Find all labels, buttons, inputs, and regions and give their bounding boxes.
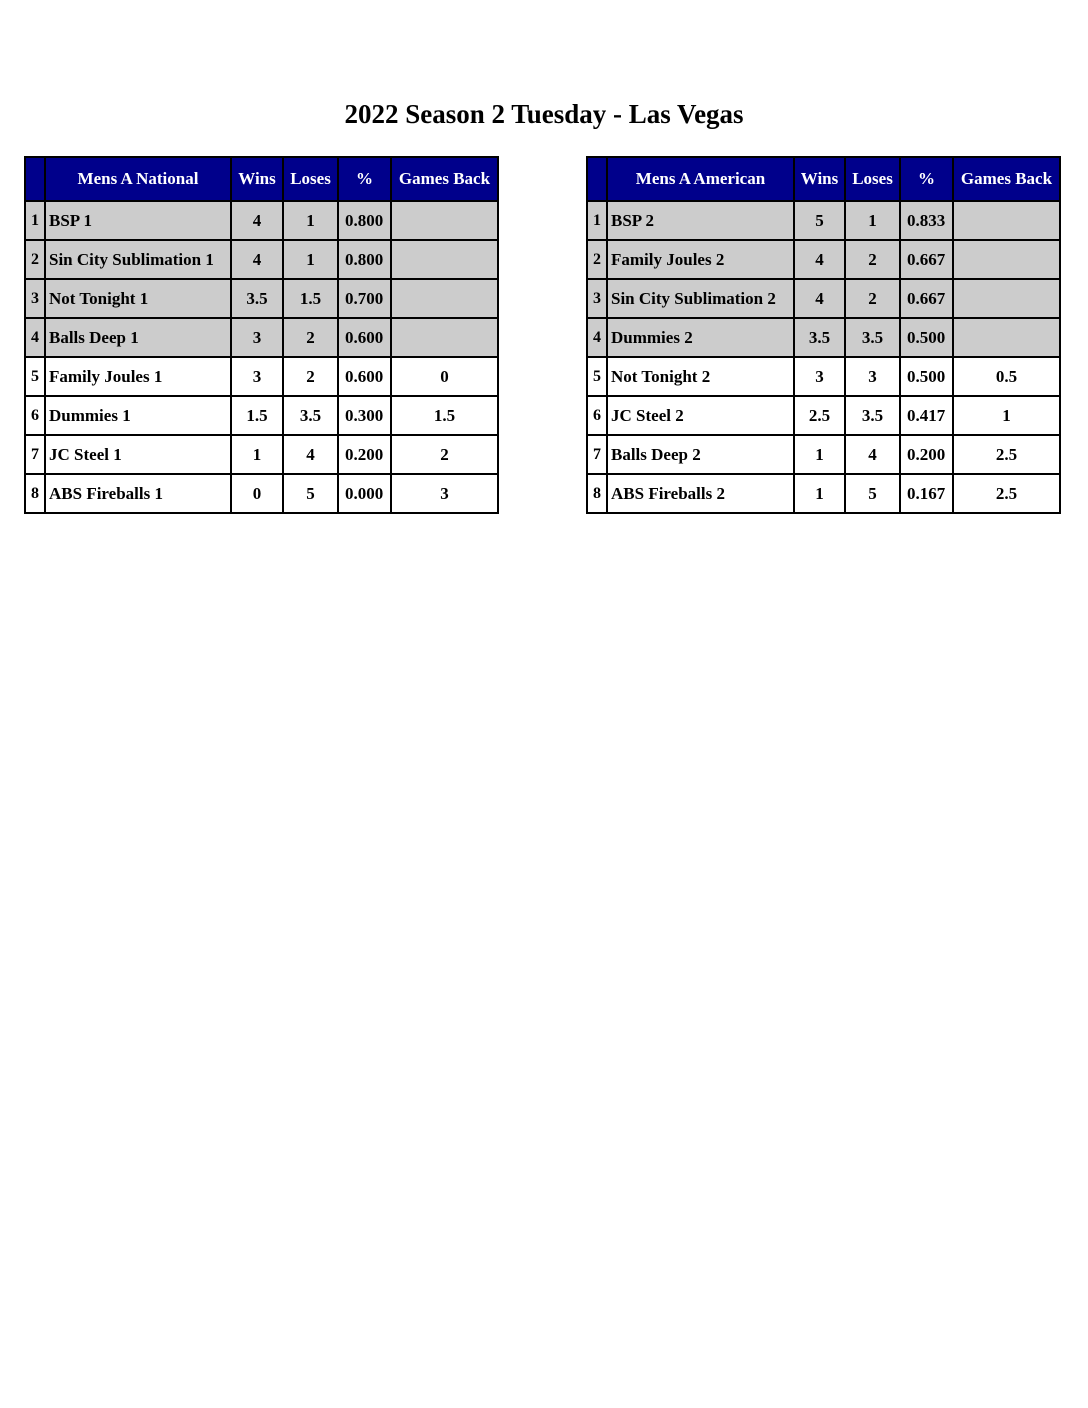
loses-cell: 5 [283,474,338,513]
wins-cell: 4 [794,240,845,279]
table-row [587,435,1060,474]
team-name-cell: Dummies 1 [45,396,231,435]
rank-cell: 2 [587,240,607,279]
games-back-cell: 0.5 [953,357,1060,396]
table-row [25,279,498,318]
percent-cell: 0.500 [900,357,953,396]
percent-cell: 0.300 [338,396,391,435]
percent-cell: 0.833 [900,201,953,240]
rank-cell: 4 [25,318,45,357]
division-column-header: Mens A American [607,157,794,201]
team-name-cell: Family Joules 1 [45,357,231,396]
percent-column-header: % [900,157,953,201]
percent-cell: 0.667 [900,279,953,318]
table-header-row [25,157,498,201]
games-back-cell: 2.5 [953,435,1060,474]
percent-cell: 0.417 [900,396,953,435]
loses-cell: 4 [283,435,338,474]
wins-cell: 0 [231,474,283,513]
games-back-cell: 1.5 [391,396,498,435]
table-row [587,201,1060,240]
rank-cell: 3 [587,279,607,318]
team-name-cell: BSP 1 [45,201,231,240]
loses-cell: 1.5 [283,279,338,318]
games-back-cell [391,240,498,279]
rank-cell: 8 [587,474,607,513]
loses-cell: 2 [283,318,338,357]
rank-cell: 4 [587,318,607,357]
team-name-cell: JC Steel 2 [607,396,794,435]
table-row [587,240,1060,279]
rank-column-header [587,157,607,201]
games-back-cell [953,201,1060,240]
wins-cell: 3.5 [794,318,845,357]
games-back-cell [391,318,498,357]
wins-cell: 1.5 [231,396,283,435]
loses-cell: 2 [845,240,900,279]
team-name-cell: Not Tonight 2 [607,357,794,396]
wins-cell: 1 [231,435,283,474]
wins-cell: 4 [794,279,845,318]
table-row [25,357,498,396]
games-back-cell [953,279,1060,318]
loses-cell: 3 [845,357,900,396]
percent-cell: 0.667 [900,240,953,279]
percent-cell: 0.167 [900,474,953,513]
table-row [25,474,498,513]
wins-cell: 1 [794,474,845,513]
table-row [25,396,498,435]
loses-cell: 4 [845,435,900,474]
table-row [587,318,1060,357]
games-back-cell [391,201,498,240]
loses-cell: 3.5 [845,396,900,435]
team-name-cell: Family Joules 2 [607,240,794,279]
percent-cell: 0.500 [900,318,953,357]
loses-cell: 3.5 [283,396,338,435]
percent-cell: 0.200 [900,435,953,474]
percent-cell: 0.600 [338,357,391,396]
rank-cell: 7 [587,435,607,474]
games-back-cell [953,240,1060,279]
rank-cell: 6 [25,396,45,435]
table-row [25,318,498,357]
wins-cell: 2.5 [794,396,845,435]
rank-cell: 5 [587,357,607,396]
page-title: 2022 Season 2 Tuesday - Las Vegas [344,99,744,129]
table-row [587,279,1060,318]
table-row [25,240,498,279]
games-back-column-header: Games Back [953,157,1060,201]
team-name-cell: ABS Fireballs 2 [607,474,794,513]
rank-cell: 5 [25,357,45,396]
rank-cell: 1 [25,201,45,240]
games-back-cell: 2 [391,435,498,474]
games-back-cell [953,318,1060,357]
rank-cell: 3 [25,279,45,318]
team-name-cell: Sin City Sublimation 2 [607,279,794,318]
table-header-row [587,157,1060,201]
rank-cell: 6 [587,396,607,435]
loses-cell: 1 [283,240,338,279]
table-row [25,201,498,240]
wins-cell: 3 [794,357,845,396]
wins-cell: 3 [231,318,283,357]
wins-cell: 1 [794,435,845,474]
games-back-column-header: Games Back [391,157,498,201]
loses-cell: 1 [845,201,900,240]
table-row [587,396,1060,435]
loses-cell: 1 [283,201,338,240]
wins-column-header: Wins [794,157,845,201]
table-row [587,474,1060,513]
wins-cell: 4 [231,240,283,279]
rank-cell: 2 [25,240,45,279]
wins-cell: 4 [231,201,283,240]
percent-column-header: % [338,157,391,201]
rank-cell: 1 [587,201,607,240]
games-back-cell: 3 [391,474,498,513]
loses-cell: 2 [283,357,338,396]
rank-cell: 8 [25,474,45,513]
division-column-header: Mens A National [45,157,231,201]
table-row [25,435,498,474]
wins-cell: 3.5 [231,279,283,318]
loses-column-header: Loses [283,157,338,201]
percent-cell: 0.600 [338,318,391,357]
loses-cell: 2 [845,279,900,318]
mens-a-national-table [24,156,499,514]
wins-cell: 5 [794,201,845,240]
team-name-cell: JC Steel 1 [45,435,231,474]
games-back-cell: 2.5 [953,474,1060,513]
wins-cell: 3 [231,357,283,396]
percent-cell: 0.200 [338,435,391,474]
percent-cell: 0.000 [338,474,391,513]
percent-cell: 0.700 [338,279,391,318]
loses-cell: 3.5 [845,318,900,357]
percent-cell: 0.800 [338,201,391,240]
rank-column-header [25,157,45,201]
games-back-cell: 1 [953,396,1060,435]
loses-column-header: Loses [845,157,900,201]
loses-cell: 5 [845,474,900,513]
team-name-cell: Not Tonight 1 [45,279,231,318]
wins-column-header: Wins [231,157,283,201]
games-back-cell [391,279,498,318]
team-name-cell: Balls Deep 2 [607,435,794,474]
rank-cell: 7 [25,435,45,474]
table-row [587,357,1060,396]
team-name-cell: Dummies 2 [607,318,794,357]
percent-cell: 0.800 [338,240,391,279]
games-back-cell: 0 [391,357,498,396]
mens-a-american-table [586,156,1061,514]
team-name-cell: Sin City Sublimation 1 [45,240,231,279]
team-name-cell: BSP 2 [607,201,794,240]
team-name-cell: ABS Fireballs 1 [45,474,231,513]
team-name-cell: Balls Deep 1 [45,318,231,357]
